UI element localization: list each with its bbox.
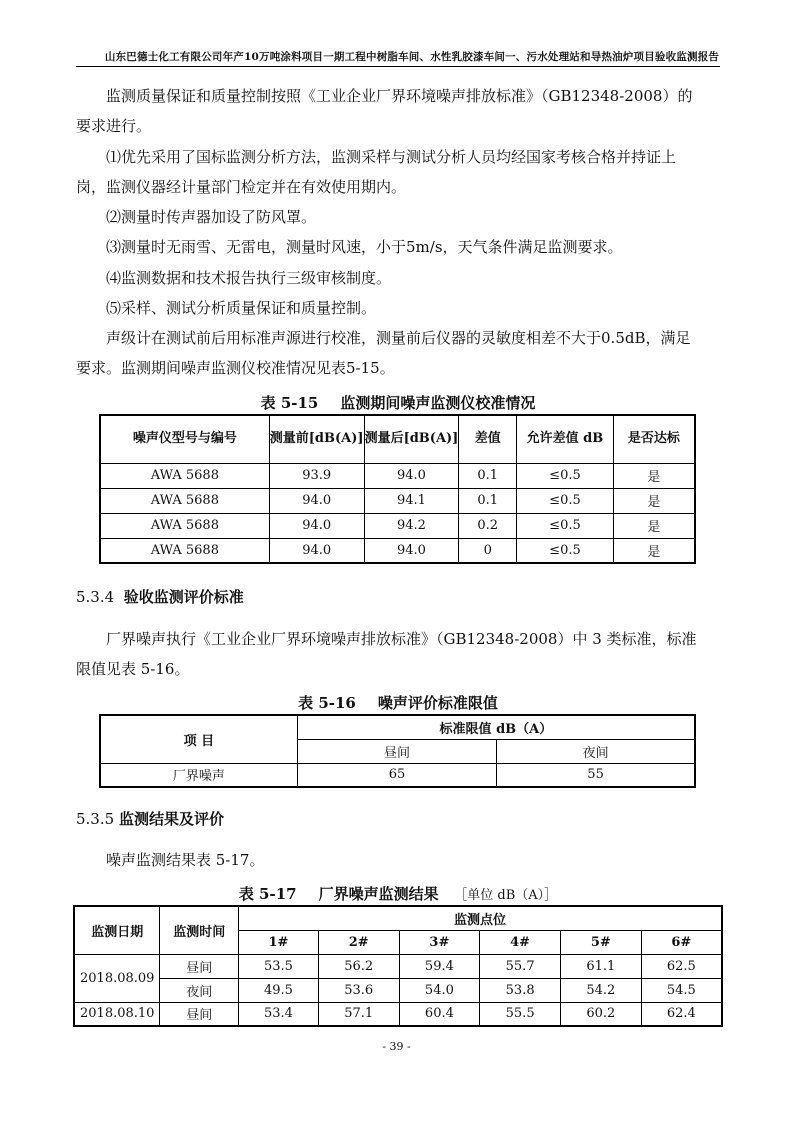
table-cell: 94.2 [364,513,459,538]
time-cell: 昼间 [160,1002,239,1026]
section-number: 5.3.5 [76,810,115,828]
col-header-night: 夜间 [497,739,695,763]
table-cell: 94.1 [364,488,459,513]
table-cell: 62.4 [641,1002,722,1026]
caption-title: 监测期间噪声监测仪校准情况 [340,394,536,412]
section-title: 监测结果及评价 [118,810,224,828]
table-row [100,538,695,563]
table-cell: 是 [613,538,695,563]
paragraph-line: 声级计在测试前后用标准声源进行校准，测量前后仪器的灵敏度相差不大于0.5dB，满足 [106,329,691,347]
col-header-point: 1# [239,930,319,954]
table-cell: AWA 5688 [100,538,269,563]
col-header-time: 监测时间 [160,906,239,954]
col-header-point: 2# [318,930,399,954]
col-header-diff: 差值 [459,415,517,463]
time-cell: 夜间 [160,978,239,1002]
caption-title: 厂界噪声监测结果 [318,885,439,903]
table-header-row [100,415,695,463]
col-header-point: 3# [399,930,480,954]
table-cell: 53.6 [318,978,399,1002]
date-cell: 2018.08.10 [74,1002,160,1026]
caption-label: 表 5-15 [260,394,319,412]
table-cell: AWA 5688 [100,463,269,488]
paragraph-line: 噪声监测结果表 5-17。 [106,851,265,869]
table-cell: 是 [613,463,695,488]
paragraph-line: 监测质量保证和质量控制按照《工业企业厂界环境噪声排放标准》（GB12348-2008）的 [106,87,693,105]
table-cell: 94.0 [364,463,459,488]
table-cell: ≤0.5 [517,463,614,488]
col-header-day: 昼间 [297,739,496,763]
calibration-table [99,414,696,564]
col-header-points: 监测点位 [239,906,722,930]
table-cell: 0.2 [459,513,517,538]
table-cell: 53.5 [239,954,319,978]
caption-label: 表 5-16 [298,694,356,712]
paragraph-line: 限值见表 5-16。 [76,660,190,678]
table-cell: 93.9 [269,463,364,488]
table-row [100,513,695,538]
paragraph-line: 岗，监测仪器经计量部门检定并在有效使用期内。 [76,178,407,196]
col-header-limit: 标准限值 dB（A） [297,715,695,739]
table-5-17-caption [76,883,720,904]
page-number: - 39 - [382,1040,411,1053]
row-label: 厂界噪声 [100,763,297,787]
table-cell: 55.7 [480,954,561,978]
paragraph-line: ⑶测量时无雨雪、无雷电，测量时风速，小于5m/s，天气条件满足监测要求。 [106,238,623,256]
standard-limits-table [99,714,696,788]
section-heading-5-3-4 [76,586,244,607]
table-cell: 60.2 [560,1002,641,1026]
col-header-item: 项 目 [100,715,297,763]
table-cell: 65 [297,763,496,787]
table-cell: 55.5 [480,1002,561,1026]
table-cell: 94.0 [269,513,364,538]
paragraph-line: ⑴优先采用了国标监测分析方法，监测采样与测试分析人员均经国家考核合格并持证上 [106,148,677,166]
caption-title: 噪声评价标准限值 [377,694,498,712]
table-cell: 54.5 [641,978,722,1002]
table-cell: 53.4 [239,1002,319,1026]
table-cell: 55 [497,763,695,787]
table-cell: ≤0.5 [517,488,614,513]
paragraph-line: ⑸采样、测试分析质量保证和质量控制。 [106,299,377,317]
col-header-before: 测量前[dB(A)] [269,415,364,463]
header-rule [76,66,720,67]
paragraph-line: 要求。监测期间噪声监测仪校准情况见表5-15。 [76,359,395,377]
caption-label: 表 5-17 [238,885,297,903]
table-cell: 0.1 [459,463,517,488]
paragraph-line: 要求进行。 [76,117,152,135]
col-header-allowed: 允许差值 dB [517,415,614,463]
table-cell: 94.0 [269,488,364,513]
table-row [100,463,695,488]
col-header-point: 5# [560,930,641,954]
table-5-16-caption [76,692,720,713]
paragraph-line: ⑵测量时传声器加设了防风罩。 [106,208,317,226]
table-row [74,978,722,1002]
table-cell: 60.4 [399,1002,480,1026]
section-title: 验收监测评价标准 [123,588,244,606]
col-header-instrument: 噪声仪型号与编号 [100,415,269,463]
noise-results-table [73,905,723,1027]
table-cell: AWA 5688 [100,488,269,513]
table-header-row [100,715,695,739]
col-header-after: 测量后[dB(A)] [364,415,459,463]
table-cell: 62.5 [641,954,722,978]
table-cell: ≤0.5 [517,538,614,563]
table-row [100,763,695,787]
table-row [100,488,695,513]
table-cell: 0.1 [459,488,517,513]
table-cell: 59.4 [399,954,480,978]
paragraph-line: ⑷监测数据和技术报告执行三级审核制度。 [106,269,392,287]
col-header-pass: 是否达标 [613,415,695,463]
time-cell: 昼间 [160,954,239,978]
table-cell: 57.1 [318,1002,399,1026]
table-cell: AWA 5688 [100,513,269,538]
table-header-row [74,906,722,930]
col-header-point: 4# [480,930,561,954]
table-5-15-caption [76,392,720,413]
date-cell: 2018.08.09 [74,954,160,1002]
caption-unit: ［单位 dB（A）］ [454,888,558,903]
table-cell: 0 [459,538,517,563]
table-cell: 是 [613,488,695,513]
paragraph-line: 厂界噪声执行《工业企业厂界环境噪声排放标准》（GB12348-2008）中 3 类标准，标准 [106,630,697,648]
table-row [74,1002,722,1026]
table-row [74,954,722,978]
col-header-date: 监测日期 [74,906,160,954]
table-cell: 53.8 [480,978,561,1002]
col-header-point: 6# [641,930,722,954]
table-cell: 61.1 [560,954,641,978]
table-cell: 94.0 [364,538,459,563]
page-header: 山东巴德士化工有限公司年产10万吨涂料项目一期工程中树脂车间、水性乳胶漆车间一、污水处理站和导热油炉项目验收监测报告 [104,51,720,63]
table-cell: 49.5 [239,978,319,1002]
table-cell: 54.0 [399,978,480,1002]
section-number: 5.3.4 [76,588,115,606]
table-cell: 是 [613,513,695,538]
table-cell: 54.2 [560,978,641,1002]
section-heading-5-3-5 [76,808,224,829]
table-cell: 56.2 [318,954,399,978]
table-cell: ≤0.5 [517,513,614,538]
table-cell: 94.0 [269,538,364,563]
